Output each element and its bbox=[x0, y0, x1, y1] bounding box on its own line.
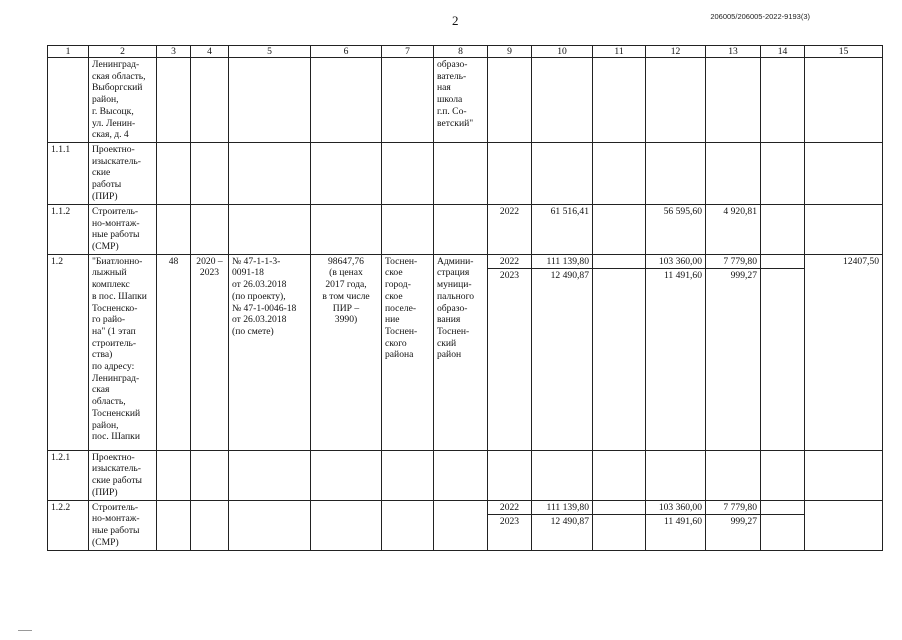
expertise-cell: № 47-1-1-3- 0091-18 от 26.03.2018 (по проекту), № 47-1-0046-18 от 26.03.2018 (по смете) bbox=[229, 254, 311, 450]
row-number-cell: 1.2.2 bbox=[48, 500, 89, 550]
amount-cell: 7 779,80 bbox=[723, 255, 757, 267]
row-number-cell: 1.1.1 bbox=[48, 142, 89, 204]
amount-cell: 11 491,60 bbox=[646, 514, 705, 528]
amount-cell: 999,27 bbox=[706, 268, 760, 282]
column-header: 9 bbox=[488, 46, 532, 58]
row-number-cell: 1.2.1 bbox=[48, 450, 89, 500]
column-header: 12 bbox=[646, 46, 706, 58]
table-row bbox=[48, 500, 883, 550]
year-cell: 2023 bbox=[488, 514, 531, 528]
column-header: 4 bbox=[191, 46, 229, 58]
amount-cell: 111 139,80 bbox=[546, 255, 589, 267]
cost-cell: 98647,76 (в ценах 2017 года, в том числе ПИР – 3990) bbox=[311, 254, 382, 450]
amount-cell: 56 595,60 bbox=[646, 204, 706, 254]
object-name-cell: Ленинград- ская область, Выборгский район, г. Высоцк, ул. Ленин- ская, д. 4 bbox=[89, 58, 157, 143]
amount-cell: 111 139,80 bbox=[546, 501, 589, 513]
amount-cell: 12 490,87 bbox=[532, 514, 592, 528]
year-cell: 2023 bbox=[488, 268, 531, 282]
amount-cell: 103 360,00 bbox=[658, 501, 702, 513]
customer-cell: образо- ватель- ная школа г.п. Со- ветский" bbox=[434, 58, 488, 143]
column-header: 2 bbox=[89, 46, 157, 58]
table-row bbox=[48, 142, 883, 204]
period-cell: 2020 – 2023 bbox=[191, 254, 229, 450]
year-cell: 2022 bbox=[499, 501, 520, 513]
object-name-cell: "Биатлонно- лыжный комплекс в пос. Шапки Тосненско- го райо- на" (1 этап строитель- ства) по адресу: Ленинград- ская область, Тосненский район, пос. Шапки bbox=[89, 254, 157, 450]
column-header: 5 bbox=[229, 46, 311, 58]
amount-cell: 61 516,41 bbox=[532, 204, 593, 254]
object-name-cell: Проектно- изыскатель- ские работы (ПИР) bbox=[89, 450, 157, 500]
column-header: 13 bbox=[706, 46, 761, 58]
row-number-cell: 1.2 bbox=[48, 254, 89, 450]
amount-cell: 11 491,60 bbox=[646, 268, 705, 282]
column-header: 15 bbox=[805, 46, 883, 58]
column-header: 10 bbox=[532, 46, 593, 58]
amount-cell: 12407,50 bbox=[805, 254, 883, 450]
column-header: 7 bbox=[382, 46, 434, 58]
document-id: 206005/206005-2022-9193(3) bbox=[710, 12, 810, 21]
column-header: 8 bbox=[434, 46, 488, 58]
column-header: 6 bbox=[311, 46, 382, 58]
page-number: 2 bbox=[452, 13, 459, 28]
object-name-cell: Проектно- изыскатель- ские работы (ПИР) bbox=[89, 142, 157, 204]
object-name-cell: Строитель- но-монтаж- ные работы (СМР) bbox=[89, 204, 157, 254]
row-number-cell: 1.1.2 bbox=[48, 204, 89, 254]
year-cell: 2022 bbox=[499, 255, 520, 267]
customer-cell: Админи- страция муници- пального образо- вания Тоснен- ский район bbox=[434, 254, 488, 450]
table-row bbox=[48, 254, 883, 450]
year-cell: 2022 bbox=[488, 204, 532, 254]
column-header: 11 bbox=[593, 46, 646, 58]
capacity-cell: 48 bbox=[157, 254, 191, 450]
amount-cell: 103 360,00 bbox=[658, 255, 702, 267]
column-header: 1 bbox=[48, 46, 89, 58]
table-row bbox=[48, 58, 883, 143]
table-row bbox=[48, 204, 883, 254]
table-row bbox=[48, 450, 883, 500]
amount-cell: 4 920,81 bbox=[706, 204, 761, 254]
object-name-cell: Строитель- но-монтаж- ные работы (СМР) bbox=[89, 500, 157, 550]
data-table bbox=[47, 45, 883, 551]
municipality-cell: Тоснен- ское город- ское поселе- ние Тоснен- ского района bbox=[382, 254, 434, 450]
column-header: 14 bbox=[761, 46, 805, 58]
amount-cell: 7 779,80 bbox=[723, 501, 757, 513]
column-header: 3 bbox=[157, 46, 191, 58]
scan-mark bbox=[18, 630, 32, 631]
amount-cell: 999,27 bbox=[706, 514, 760, 528]
column-number-row bbox=[48, 46, 883, 58]
amount-cell: 12 490,87 bbox=[532, 268, 592, 282]
